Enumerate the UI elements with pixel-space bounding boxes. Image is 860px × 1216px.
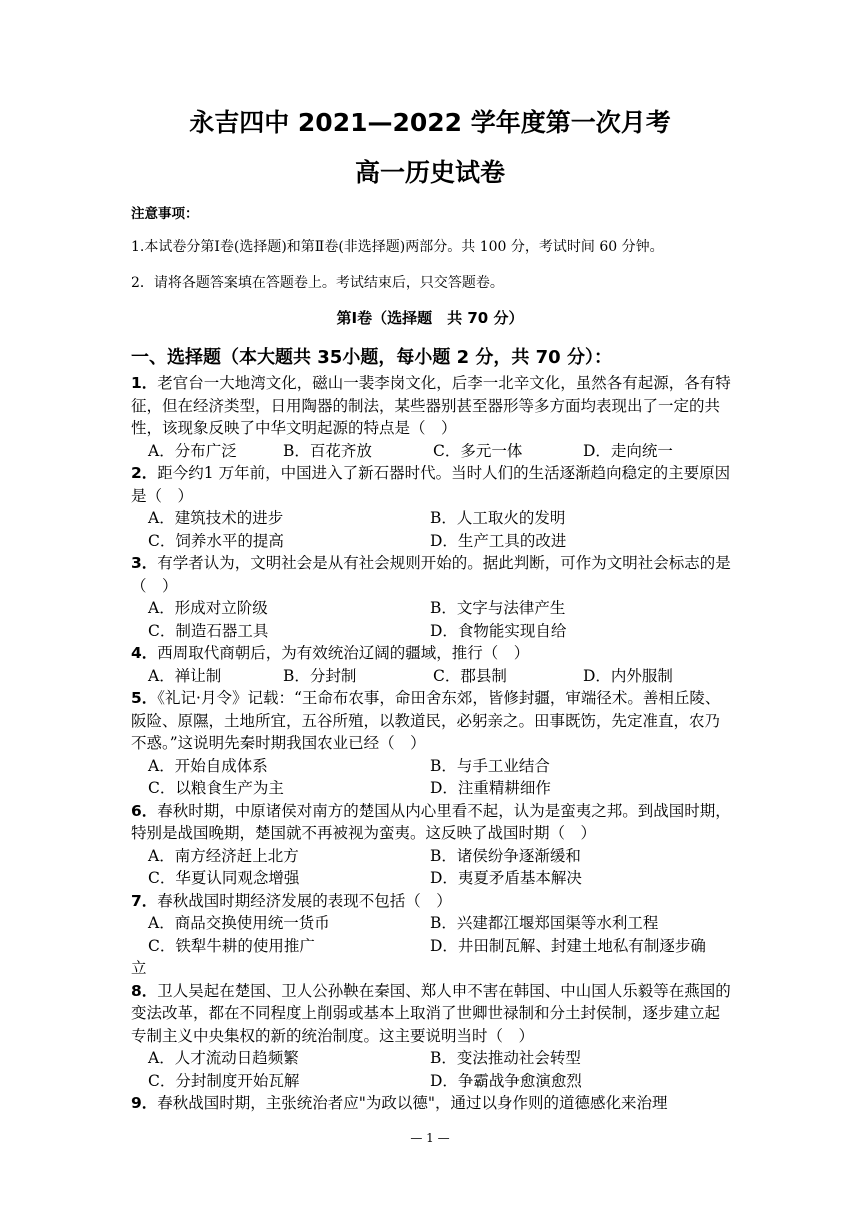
question-2 [131,462,731,507]
option-a: A．禅让制 [148,666,222,685]
question-text: 《礼记·月令》记载：“王命布农事，命田舍东郊，皆修封疆，审端径术。善相丘陵、阪险、原隰，土地所宜，五谷所殖，以教道民，必躬亲之。田事既饬，先定准直，农乃不惑。”这说明先秦时期我国农业已经（ ） [131,689,721,752]
options-row [131,845,731,868]
question-number: 9． [131,1094,158,1112]
options-row [131,1047,731,1070]
question-8 [131,980,731,1048]
question-5 [131,687,731,755]
question-1 [131,372,731,440]
question-list [131,372,731,1115]
option-a: A．分布广泛 [148,441,237,460]
options-row [131,507,731,530]
option-d: D．走向统一 [583,441,673,460]
option-a: A．开始自成体系 [148,756,268,775]
question-7 [131,890,731,913]
options-row [131,597,731,620]
question-text: 春秋时期，中原诸侯对南方的楚国从内心里看不起，认为是蛮夷之邦。到战国时期，特别是战国晚期，楚国就不再被视为蛮夷。这反映了战国时期（ ） [131,801,731,842]
option-b: B．文字与法律产生 [430,599,566,617]
options-row [131,912,731,935]
option-d-continued: 立 [131,959,147,977]
option-d: D．生产工具的改进 [430,531,567,550]
question-number: 7． [131,891,158,910]
notice-heading: 注意事项： [131,206,199,222]
option-c: C．郡县制 [433,666,507,685]
question-9 [131,1092,731,1115]
question-text: 春秋战国时期，主张统治者应"为政以德"，通过以身作则的道德感化来治理 [157,1094,668,1112]
page-number: — 1 — [410,1131,450,1145]
option-a: A．南方经济赶上北方 [148,846,299,865]
options-row [131,1070,731,1093]
question-text: 卫人吴起在楚国、卫人公孙鞅在秦国、郑人申不害在韩国、中山国人乐毅等在燕国的变法改革，都在不同程度上削弱或基本上取消了世卿世禄制和分土封侯制，逐步建立起专制主义中央集权的新的统治制度。这主要说明当时（ ） [131,981,731,1045]
section-heading: 一、选择题（本大题共 35小题，每小题 2 分，共 70 分）： [131,347,612,368]
options-row [131,440,731,463]
option-b: B．兴建都江堰郑国渠等水利工程 [430,914,659,932]
question-number: 6． [131,801,158,820]
question-number: 3． [131,554,158,572]
options-row [131,777,731,800]
question-number: 5． [131,689,158,707]
option-d: D．内外服制 [583,666,673,685]
question-text: 距今约1 万年前，中国进入了新石器时代。当时人们的生活逐渐趋向稳定的主要原因是（ ） [131,464,731,505]
options-row [131,755,731,778]
option-a: A．建筑技术的进步 [148,509,284,527]
option-c: C．多元一体 [433,441,523,460]
exam-title: 永吉四中 2021—2022 学年度第一次月考 [189,108,671,137]
question-number: 1． [131,374,158,392]
question-text: 西周取代商朝后，为有效统治辽阔的疆域，推行（ ） [157,644,530,662]
exam-subtitle: 高一历史试卷 [354,158,505,187]
option-c: C．制造石器工具 [148,621,269,640]
options-row [131,935,731,958]
option-d: D．注重精耕细作 [430,779,551,797]
option-d: D．夷夏矛盾基本解决 [430,869,582,887]
option-a: A．形成对立阶级 [148,599,268,617]
question-number: 8． [131,981,158,1000]
options-row [131,867,731,890]
option-b: B．百花齐放 [283,441,372,460]
question-text: 老官台一大地湾文化，磁山一裴李岗文化，后李一北辛文化，虽然各有起源，各有特征，但在经济类型，日用陶器的制法，某些器别甚至器形等多方面均表现出了一定的共性，该现象反映了中华文明起源的特点是（ ） [131,374,731,437]
option-d: D．井田制瓦解、封建土地私有制逐步确 [430,936,706,955]
notice-item-1: 1.本试卷分第Ⅰ卷(选择题)和第Ⅱ卷(非选择题)两部分。共 100 分，考试时间 60 分钟。 [131,239,664,255]
question-text: 有学者认为，文明社会是从有社会规则开始的。据此判断，可作为文明社会标志的是（ ） [131,554,731,595]
question-6 [131,800,731,845]
option-a: A．商品交换使用统一货币 [148,914,330,932]
notice-item-2: 2．请将各题答案填在答题卷上。考试结束后，只交答题卷。 [131,275,504,291]
option-b: B．变法推动社会转型 [430,1049,581,1067]
option-a: A．人才流动日趋频繁 [148,1049,299,1067]
question-3 [131,552,731,597]
option-b: B．人工取火的发明 [430,509,566,527]
option-c: C．以粮食生产为主 [148,779,284,797]
option-b: B．分封制 [283,666,357,685]
option-c: C．华夏认同观念增强 [148,869,300,887]
option-b: B．诸侯纷争逐渐缓和 [430,846,581,865]
options-row [131,665,731,688]
option-d: D．食物能实现自给 [430,621,567,640]
option-d: D．争霸战争愈演愈烈 [430,1071,582,1090]
options-row [131,530,731,553]
option-c: C．饲养水平的提高 [148,531,284,550]
options-row [131,620,731,643]
question-number: 2． [131,464,158,482]
option-b: B．与手工业结合 [430,756,550,775]
option-c: C．分封制度开始瓦解 [148,1071,300,1090]
question-text: 春秋战国时期经济发展的表现不包括（ ） [157,891,452,910]
question-4 [131,642,731,665]
part-heading: 第Ⅰ卷（选择题 共 70 分） [336,309,524,327]
question-number: 4． [131,644,158,662]
option-c: C．铁犁牛耕的使用推广 [148,936,315,955]
